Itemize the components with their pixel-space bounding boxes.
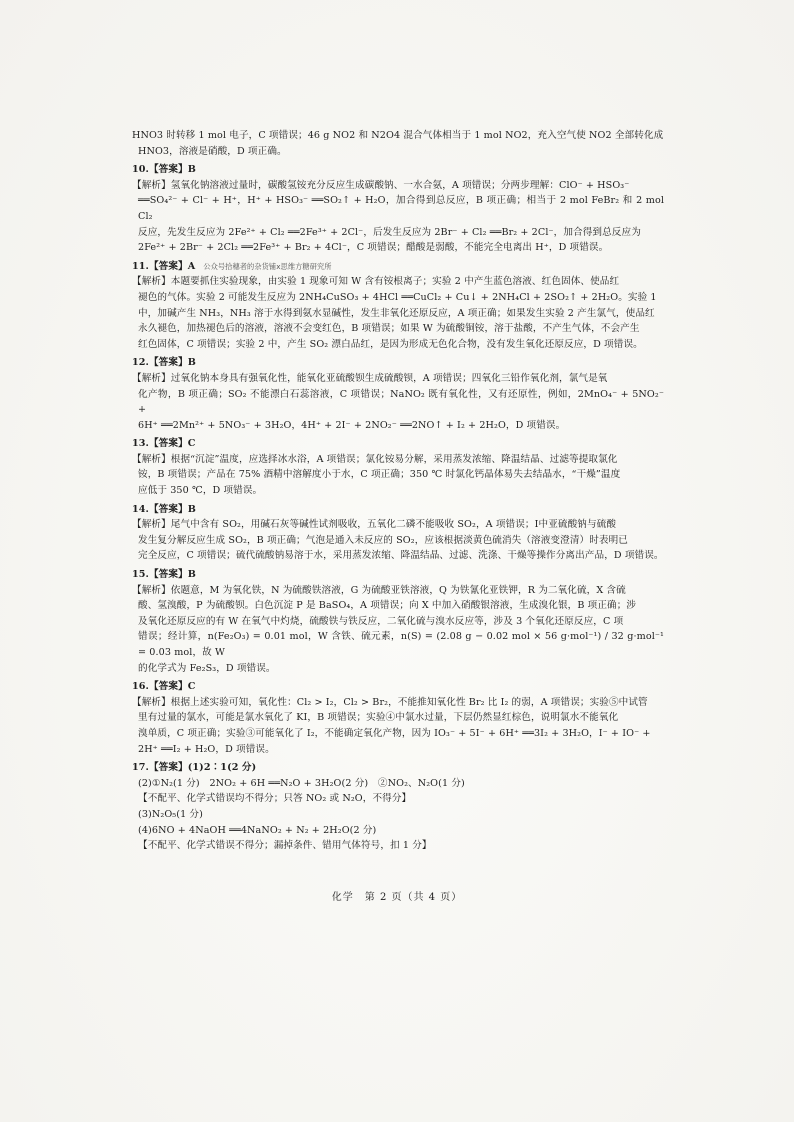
answer-item [132, 436, 664, 498]
item-answer-text: 16.【答案】C [132, 681, 196, 693]
question-17 [132, 760, 664, 854]
lead-line-1: HNO3 时转移 1 mol 电子，C 项错误；46 g NO2 和 N2O4 混合气体相当于 1 mol NO2，充入空气使 NO2 全部转化成 [132, 130, 664, 141]
item-answer [132, 679, 664, 695]
analysis-line: 中，加碱产生 NH₃，NH₃ 溶于水得到氨水显碱性，发生非氧化还原反应，A 项正确；如果发生实验 2 产生氯气，使品红 [138, 307, 655, 319]
analysis-line: 红色固体，C 项错误；实验 2 中，产生 SO₂ 漂白品红，是因为形成无色化合物，没有发生氧化还原反应，D 项错误。 [138, 338, 643, 350]
answer-item [132, 567, 664, 676]
answer-item [132, 355, 664, 433]
answer-items [132, 162, 664, 757]
item-answer-text: 15.【答案】B [132, 569, 196, 581]
analysis-line: 6H⁺ ══2Mn²⁺ + 5NO₃⁻ + 3H₂O，4H⁺ + 2I⁻ + 2NO₂⁻ ══2NO↑ + I₂ + 2H₂O，D 项错误。 [138, 419, 566, 431]
answer-item [132, 679, 664, 757]
analysis-line: 褪色的气体。实验 2 可能发生反应为 2NH₄CuSO₃ + 4HCl ══CuCl₂ + Cu↓ + 2NH₄Cl + 2SO₂↑ + 2H₂O。实验 1 [138, 291, 657, 303]
analysis-line: 【解析】根据上述实验可知，氧化性：Cl₂ > I₂，Cl₂ > Br₂，不能推知氧化性 Br₂ 比 I₂ 的弱，A 项错误；实验⑤中试管 [132, 696, 648, 708]
watermark-text: 公众号拾穗者的杂货铺x思维方糖研究所 [203, 261, 332, 271]
analysis-line: 错误；经计算，n(Fe₂O₃) = 0.01 mol，W 含铁、硫元素，n(S) = (2.08 g − 0.02 mol × 56 g·mol⁻¹) / 32 g·mol⁻¹ = 0.03 mol，故 W [138, 631, 664, 658]
analysis-line: 及氧化还原反应的有 W 在氧气中灼烧，硫酸铁与铁反应，二氧化硫与溴水反应等，涉及 3 个氧化还原反应，C 项 [138, 615, 624, 627]
analysis-line: 的化学式为 Fe₂S₃，D 项错误。 [138, 662, 276, 674]
answer-item [132, 502, 664, 564]
analysis-line: 化产物，B 项正确；SO₂ 不能漂白石蕊溶液，C 项错误；NaNO₂ 既有氧化性，又有还原性，例如，2MnO₄⁻ + 5NO₂⁻ + [138, 388, 664, 416]
analysis-line: 【解析】本题要抓住实验现象，由实验 1 现象可知 W 含有铵根离子；实验 2 中产生蓝色溶液、红色固体、使品红 [132, 276, 620, 288]
analysis-line: 溴单质，C 项正确；实验③可能氧化了 I₂，不能确定氧化产物，因为 IO₃⁻ + 5I⁻ + 6H⁺ ══3I₂ + 3H₂O，I⁻ + IO⁻ + [138, 727, 651, 739]
item-answer-text: 14.【答案】B [132, 503, 196, 515]
item-answer-text: 12.【答案】B [132, 357, 196, 369]
item-answer [132, 259, 664, 275]
item-answer [132, 162, 664, 178]
analysis-line: 应低于 350 ℃，D 项错误。 [138, 485, 263, 497]
analysis-line: 【解析】过氧化钠本身具有强氧化性，能氧化亚硫酸钡生成硫酸钡，A 项错误；四氧化三铅作氧化剂，氯气是氧 [132, 372, 608, 384]
analysis-line: 2H⁺ ══I₂ + H₂O，D 项错误。 [138, 743, 275, 755]
q17-line: 【不配平、化学式错误均不得分；只答 NO₂ 或 N₂O，不得分】 [138, 793, 412, 805]
analysis-line: 酸、氢溴酸，P 为硫酸钡。白色沉淀 P 是 BaSO₄，A 项错误；向 X 中加入硝酸银溶液，生成溴化银，B 项正确；涉 [138, 600, 637, 612]
page-footer: 化学 第 2 页（共 4 页） [331, 892, 463, 903]
analysis-line: 里有过量的氯水，可能是氯水氧化了 KI，B 项错误；实验④中氯水过量，下层仍然显红棕色，说明氯水不能氧化 [138, 712, 619, 724]
q17-answer: 17.【答案】(1)2∶1(2 分) [132, 762, 257, 774]
analysis-line: 铵，B 项错误；产品在 75% 酒精中溶解度小于水，C 项正确；350 ℃ 时氯化钙晶体易失去结晶水，“干燥”温度 [138, 469, 621, 481]
analysis-line: ══SO₄²⁻ + Cl⁻ + H⁺，H⁺ + HSO₃⁻ ══SO₂↑ + H₂O，加合得到总反应，B 项正确；相当于 2 mol FeBr₂ 和 2 mol Cl₂ [138, 195, 664, 222]
answer-item [132, 259, 664, 353]
analysis-line: 【解析】氢氧化钠溶液过量时，碳酸氢铵充分反应生成碳酸钠、一水合氨，A 项错误；分两步理解：ClO⁻ + HSO₃⁻ [132, 179, 630, 191]
analysis-line: 【解析】依题意，M 为氧化铁，N 为硫酸铁溶液，G 为硫酸亚铁溶液，Q 为铁氰化亚铁钾，R 为二氧化硫，X 含硫 [132, 584, 626, 596]
item-answer-text: 10.【答案】B [132, 164, 196, 176]
answer-item [132, 162, 664, 256]
item-answer [132, 436, 664, 452]
analysis-line: 完全反应，C 项错误；硫代硫酸钠易溶于水，采用蒸发浓缩、降温结晶、过滤、洗涤、干燥等操作分离出产品，D 项错误。 [138, 550, 664, 562]
analysis-line: 反应，先发生反应为 2Fe²⁺ + Cl₂ ══2Fe³⁺ + 2Cl⁻，后发生反应为 2Br⁻ + Cl₂ ══Br₂ + 2Cl⁻，加合得到总反应为 [138, 226, 641, 238]
item-answer [132, 502, 664, 518]
q17-line: (3)N₂O₅(1 分) [138, 808, 203, 820]
q17-line: (2)①N₂(1 分) 2NO₂ + 6H ══N₂O + 3H₂O(2 分) ②NO₂、N₂O(1 分) [138, 777, 465, 789]
q17-line: (4)6NO + 4NaOH ══4NaNO₂ + N₂ + 2H₂O(2 分) [138, 824, 377, 836]
item-answer [132, 567, 664, 583]
item-answer [132, 355, 664, 371]
item-answer-text: 11.【答案】A [132, 260, 196, 272]
item-answer-text: 13.【答案】C [132, 438, 196, 450]
analysis-line: 【解析】尾气中含有 SO₂，用碱石灰等碱性试剂吸收，五氧化二磷不能吸收 SO₂，A 项错误；Ⅰ中亚硫酸钠与硫酸 [132, 519, 617, 531]
analysis-line: 【解析】根据“沉淀”温度，应选择冰水浴，A 项错误；氯化铵易分解，采用蒸发浓缩、降温结晶、过滤等提取氯化 [132, 453, 618, 465]
q17-line: 【不配平、化学式错误不得分；漏掉条件、错用气体符号，扣 1 分】 [138, 840, 432, 852]
lead-line-2: HNO3，溶液是硝酸，D 项正确。 [138, 145, 287, 157]
analysis-line: 发生复分解反应生成 SO₂，B 项正确；气泡是通入未反应的 SO₂，应该根据淡黄色硫消失（溶液变澄清）时表明已 [138, 534, 628, 546]
analysis-line: 永久褪色，加热褪色后的溶液，溶液不会变红色，B 项错误；如果 W 为硫酸铜铵，溶于盐酸，不产生气体，不会产生 [138, 323, 640, 335]
analysis-line: 2Fe²⁺ + 2Br⁻ + 2Cl₂ ══2Fe³⁺ + Br₂ + 4Cl⁻，C 项错误；醋酸是弱酸，不能完全电离出 H⁺，D 项错误。 [138, 242, 609, 254]
answer-content [132, 128, 664, 854]
